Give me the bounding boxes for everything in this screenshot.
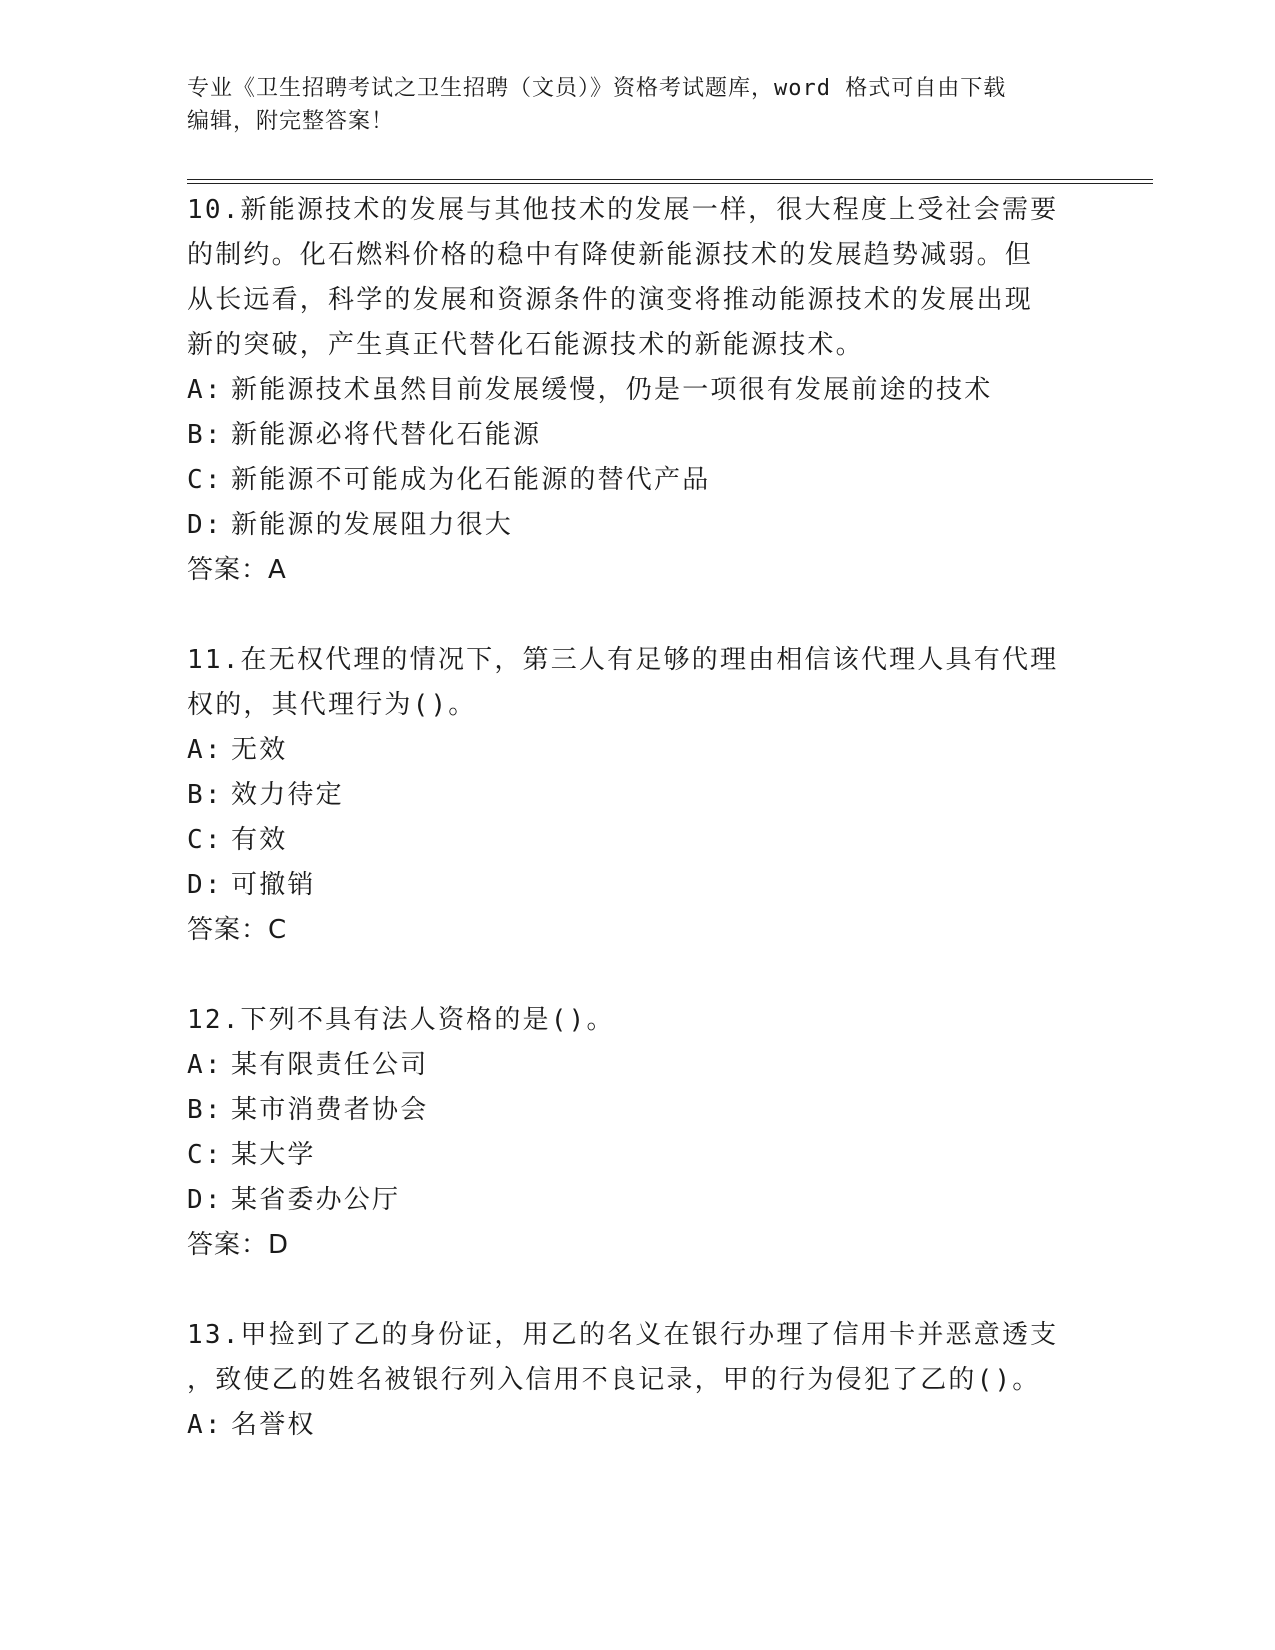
spacer — [187, 593, 1087, 638]
spacer — [187, 1268, 1087, 1313]
option-a — [187, 1403, 1087, 1448]
question-line: 10.新能源技术的发展与其他技术的发展一样，很大程度上受社会需要 — [187, 195, 1059, 225]
option-a — [187, 368, 1087, 413]
option-c — [187, 1133, 1087, 1178]
option-b — [187, 1088, 1087, 1133]
question-13 — [187, 1313, 1087, 1448]
option-text: 新能源技术虽然目前发展缓慢，仍是一项很有发展前途的技术 — [231, 375, 993, 405]
option-text: 某大学 — [231, 1140, 316, 1170]
option-letter: D: — [187, 1185, 223, 1215]
option-b — [187, 413, 1087, 458]
question-line: 12.下列不具有法人资格的是()。 — [187, 1005, 615, 1035]
option-letter: A: — [187, 735, 223, 765]
option-text: 新能源不可能成为化石能源的替代产品 — [231, 465, 711, 495]
answer: 答案：C — [187, 915, 288, 945]
question-12 — [187, 998, 1087, 1268]
option-a — [187, 728, 1087, 773]
header-line-2: 编辑，附完整答案！ — [187, 109, 395, 134]
option-letter: A: — [187, 375, 223, 405]
question-list — [187, 188, 1087, 1448]
question-line: 从长远看，科学的发展和资源条件的演变将推动能源技术的发展出现 — [187, 285, 1034, 315]
option-text: 某市消费者协会 — [231, 1095, 429, 1125]
option-c — [187, 458, 1087, 503]
question-11 — [187, 638, 1087, 953]
header-line-1: 专业《卫生招聘考试之卫生招聘（文员）》资格考试题库，word 格式可自由下载 — [187, 76, 1007, 101]
question-line: 13.甲捡到了乙的身份证，用乙的名义在银行办理了信用卡并恶意透支 — [187, 1320, 1059, 1350]
option-letter: B: — [187, 420, 223, 450]
document-header — [187, 72, 1067, 138]
option-letter: B: — [187, 1095, 223, 1125]
option-letter: C: — [187, 1140, 223, 1170]
option-letter: B: — [187, 780, 223, 810]
option-text: 效力待定 — [231, 780, 344, 810]
option-text: 名誉权 — [231, 1410, 316, 1440]
option-letter: D: — [187, 870, 223, 900]
option-text: 可撤销 — [231, 870, 316, 900]
header-divider — [187, 183, 1153, 184]
option-letter: A: — [187, 1050, 223, 1080]
option-c — [187, 818, 1087, 863]
answer: 答案：A — [187, 555, 287, 585]
option-text: 新能源必将代替化石能源 — [231, 420, 542, 450]
question-line: 11.在无权代理的情况下，第三人有足够的理由相信该代理人具有代理 — [187, 645, 1059, 675]
option-d — [187, 1178, 1087, 1223]
question-10 — [187, 188, 1087, 593]
option-letter: D: — [187, 510, 223, 540]
option-d — [187, 503, 1087, 548]
question-line: 新的突破，产生真正代替化石能源技术的新能源技术。 — [187, 330, 864, 360]
question-line: 的制约。化石燃料价格的稳中有降使新能源技术的发展趋势减弱。但 — [187, 240, 1034, 270]
option-text: 某省委办公厅 — [231, 1185, 401, 1215]
answer: 答案：D — [187, 1230, 290, 1260]
question-line: 权的，其代理行为()。 — [187, 690, 477, 720]
option-letter: A: — [187, 1410, 223, 1440]
option-text: 新能源的发展阻力很大 — [231, 510, 514, 540]
option-text: 某有限责任公司 — [231, 1050, 429, 1080]
option-text: 有效 — [231, 825, 288, 855]
option-text: 无效 — [231, 735, 288, 765]
spacer — [187, 953, 1087, 998]
option-letter: C: — [187, 465, 223, 495]
option-d — [187, 863, 1087, 908]
header-divider — [187, 179, 1153, 180]
option-a — [187, 1043, 1087, 1088]
question-line: ，致使乙的姓名被银行列入信用不良记录，甲的行为侵犯了乙的()。 — [187, 1365, 1041, 1395]
option-letter: C: — [187, 825, 223, 855]
option-b — [187, 773, 1087, 818]
